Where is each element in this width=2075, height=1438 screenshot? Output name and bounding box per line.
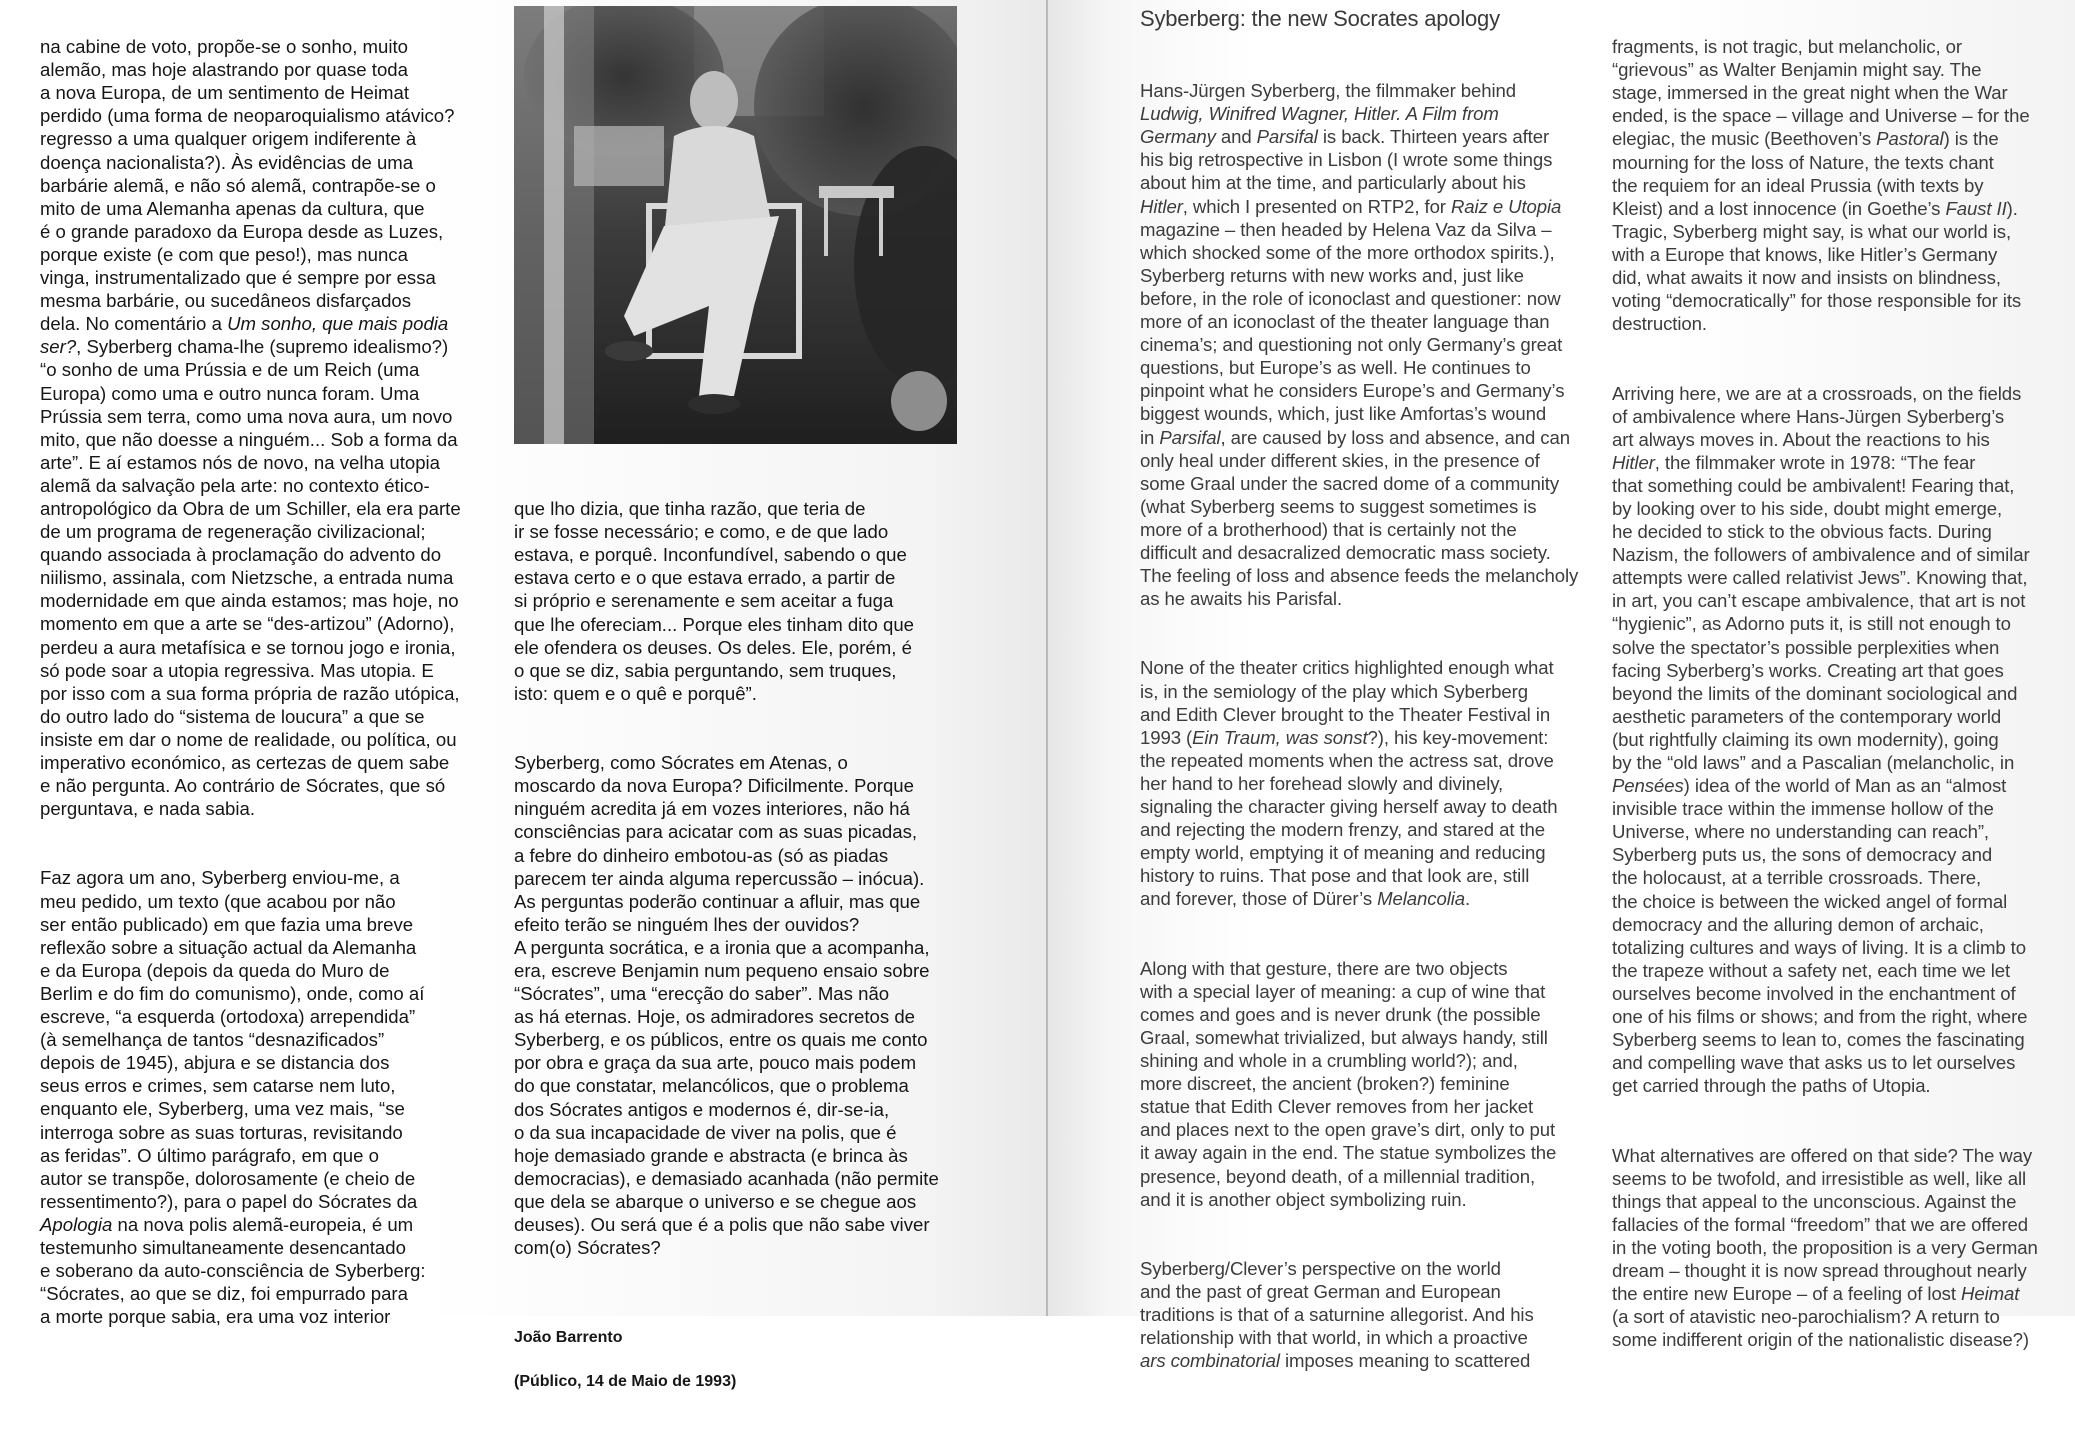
text-run: What alternatives are offered on that side? The way seems to be twofold, and irresistible as well, like all things that appeal to the unconscious. Against the fallacies of the formal “freedom” that we are offered in the voting booth, the proposition is a very German dream – thought it is now spread throughout nearly the entire new Europe – of a feeling of lost [1612,1144,2038,1305]
italic-title: Melancolia [1377,888,1466,910]
text-run: None of the theater critics highlighted enough what is, in the semiology of the play which Syberberg and Edith Clever brought to the Theater Festival in 1993 ( [1140,657,1554,748]
signature [514,1305,964,1415]
article-title: Syberberg: the new Socrates apology [1140,6,1500,31]
paragraph [1140,79,1595,610]
photo-image [514,6,957,444]
italic-title: Um sonho, que mais podia ser? [40,313,449,358]
italic-title: Apologia [40,1213,113,1235]
text-run: ) is the mourning for the loss of Nature, the texts chant the requiem for an ideal Prussia (with texts by Kleist) and a lost innocence (in Goethe’s [1612,128,1999,219]
source-citation: (Público, 14 de Maio de 1993) [514,1373,737,1391]
italic-title: Ein Traum, was sonst [1192,726,1368,748]
article-column-3 [1140,56,1595,1419]
text-run: Arriving here, we are at a crossroads, on the fields of ambivalence where Hans-Jürgen Syberberg’s art always moves in. About the reactions to his [1612,382,2022,450]
text-run: , which I presented on RTP2, for [1182,195,1451,217]
text-run: (a sort of atavistic neo-parochialism? A return to some indifferent origin of the nationalistic disease?) [1612,1306,2029,1351]
text-run: Syberberg/Clever’s perspective on the world and the past of great German and European traditions is that of a saturnine allegorist. And his relationship with that world, in which a proactive [1140,1257,1534,1349]
text-run: imposes meaning to scattered [1279,1350,1531,1372]
portrait-photo [514,6,957,444]
italic-title: Hitler [1140,195,1183,217]
italic-title: Pastoral [1876,128,1944,150]
text-run: na cabine de voto, propõe-se o sonho, muito alemão, mas hoje alastrando por quase toda a nova Europa, de um sentimento de Heimat perdido (uma forma de neoparoquialismo atávico? regresso a uma qualquer origem indiferente à doença nacionalista?). Às evidências de uma barbárie alemã, e não só alemã, contrapõe-se o mito de uma Alemanha apenas da cultura, que é o grande paradoxo da Europa desde as Luzes, porque existe (e com que peso!), mas nunca vinga, instrumentalizado que é sempre por essa mesma barbárie, ou sucedâneos disfarçados dela. No comentário a [40,36,455,335]
text-run: , the filmmaker wrote in 1978: “The fear that something could be ambivalent! Fearing that, by looking over to his side, doubt might emerge, he decided to stick to the obvious facts. During Nazism, the followers of ambivalence and of similar attempts were called relativist Jews”. Knowing that, in art, you can’t escape ambivalence, that art is not “hygienic”, as Adorno puts it, is still not enough to solve the spectator’s possible perplexities when facing Syberberg’s works. Creating art that goes beyond the limits of the dominant sociological and aesthetic parameters of the contemporary world (but rightfully claiming its own modernity), going by the “old laws” and a Pascalian (melancholic, in [1612,451,2030,773]
paragraph: Syberberg, como Sócrates em Atenas, o moscardo da nova Europa? Dificilmente. Porque ninguém acredita já em vozes interiores, não há consciências para acicatar com as suas picadas, a febre do dinheiro embotou-as (só as piadas parecem ter ainda alguma repercussão – inócua). As perguntas poderão continuar a afluir, mas que efeito terão se ninguém lhes der ouvidos? A pergunta socrática, e a ironia que a acompanha, era, escreve Benjamin num pequeno ensaio sobre “Sócrates”, uma “erecção do saber”. Mas não as há eternas. Hoje, os admiradores secretos de Syberberg, e os públicos, entre os quais me conto por obra e graça da sua arte, pouco mais podem do que constatar, melancólicos, que o problema dos Sócrates antigos e modernos é, dir-se-ia, o da sua incapacidade de viver na polis, que é hoje demasiado grande e abstracta (e brinca às democracias), e demasiado acanhada (não permite que dela se abarque o universo e se chegue aos deuses). Ou será que é a polis que não sabe viver com(o) Sócrates? [514,752,939,1259]
text-run: fragments, is not tragic, but melancholic, or “grievous” as Walter Benjamin might say. The stage, immersed in the great night when the War ended, is the space – village and Universe – for the elegiac, the music (Beethoven’s [1612,36,2030,150]
text-run: ). Tragic, Syberberg might say, is what our world is, with a Europe that knows, like Hitler’s Germany did, what awaits it now and insists on blindness, voting “democratically” for those responsible for its destruction. [1612,197,2022,335]
text-run: magazine – then headed by Helena Vaz da Silva – which shocked some of the more orthodox spirits.), Syberberg returns with new works and, just like before, in the role of iconoclast and questioner: now more of an iconoclast of the theater language than cinema’s; and questioning not only Germany’s great questions, but Europe’s as well. He continues to pinpoint what he considers Europe’s and Germany’s biggest wounds, which, just like Amfortas’s wound in [1140,218,1565,448]
text-run: , Syberberg chama-lhe (supremo idealismo?) “o sonho de uma Prússia e de um Reich (uma Europa) como uma e outro nunca foram. Uma Prússia sem terra, como uma nova aura, um novo mito, que não doesse a ninguém... Sob a forma da arte”. E aí estamos nós de novo, na velha utopia alemã da salvação pela arte: no contexto ético- antropológico da Obra de um Schiller, ela era parte de um programa de regeneração civilizacional; quando associada à proclamação do advento do niilismo, assinala, com Nietzsche, a entrada numa modernidade em que ainda estamos; mas hoje, no momento em que a arte se “des-artizou” (Adorno), perdeu a aura metafísica e se tornou jogo e ironia, só pode soar a utopia regressiva. Mas utopia. E por isso com a sua forma própria de razão utópica, do outro lado do “sistema de loucura” a que se insiste em dar o nome de realidade, ou política, ou imperativo económico, as certezas de quem sabe e não pergunta. Ao contrário de Sócrates, que só perguntava, e nada sabia. [40,336,461,820]
italic-title: Hitler [1612,451,1655,473]
paragraph [1612,35,2067,335]
text-run: , are caused by loss and absence, and can only heal under different skies, in the presence of some Graal under the sacred dome of a community (what Syberberg seems to suggest sometimes is more of a brotherhood) that is certainly not the difficult and desacralized democratic mass society. The feeling of loss and absence feeds the melancholy as he awaits his Parisfal. [1140,426,1579,610]
italic-title: Heimat [1961,1283,2020,1305]
paragraph [1612,1144,2067,1352]
paragraph [1140,656,1595,910]
italic-title: Pensées [1612,775,1684,797]
italic-title: ars combinatorial [1140,1350,1280,1372]
paragraph [40,35,490,820]
paragraph [40,866,490,1328]
paragraph: que lho dizia, que tinha razão, que teria de ir se fosse necessário; e como, e de que lado estava, e porquê. Inconfundível, sabendo o que estava certo e o que estava errado, a partir de si próprio e serenamente e sem aceitar a fuga que lhe ofereciam... Porque eles tinham dito que ele ofendera os deuses. Os deles. Ele, porém, é o que se diz, sabia perguntando, sem truques, isto: quem e o quê e porquê”. [514,498,915,704]
author-name: João Barrento [514,1329,623,1347]
paragraph [1612,382,2067,1098]
page-gutter [1046,0,1048,1316]
article-column-2 [514,474,964,1438]
text-run: . [1465,888,1471,910]
article-column-4 [1612,12,2067,1398]
italic-title: Parsifal [1159,426,1221,448]
italic-title: Parsifal [1256,126,1318,148]
text-run: ) idea of the world of Man as an “almost invisible trace within the immense hollow of the Universe, where no understanding can reach”, Syberberg puts us, the sons of democracy and the holocaust, at a terrible crossroads. There, the choice is between the wicked angel of formal democracy and the alluring demon of archaic, totalizing cultures and ways of living. It is a climb to the trapeze without a safety net, each time we let ourselves become involved in the enchantment of one of his films or shows; and from the right, where Syberberg seems to lean to, comes the fascinating and compelling wave that asks us to let ourselves get carried through the paths of Utopia. [1612,775,2028,1097]
text-run: and [1215,126,1257,148]
article-column-1 [40,12,490,1375]
italic-title: Ludwig, Winifred Wagner, Hitler. A Film from Germany [1140,103,1499,148]
text-run: ?), his key-movement: the repeated moments when the actress sat, drove her hand to her forehead slowly and divinely, signaling the character giving herself away to death and rejecting the modern frenzy, and stared at the empty world, emptying it of meaning and reducing history to ruins. That pose and that look are, still and forever, those of Dürer’s [1140,726,1558,910]
text-run: Faz agora um ano, Syberberg enviou-me, a meu pedido, um texto (que acabou por não ser então publicado) em que fazia uma breve reflexão sobre a situação actual da Alemanha e da Europa (depois da queda do Muro de Berlim e do fim do comunismo), onde, como aí escreve, “a esquerda (ortodoxa) arrependida” (à semelhança de tantos “desnazificados” depois de 1945), abjura e se distancia dos seus erros e crimes, sem catarse nem luto, enquanto ele, Syberberg, uma vez mais, “se interroga sobre as suas torturas, revisitando as feridas”. O último parágrafo, em que o autor se transpõe, dolorosamente (e cheio de ressentimento?), para o papel do Sócrates da [40,867,425,1212]
text-run: na nova polis alemã-europeia, é um testemunho simultaneamente desencantado e soberano da auto-consciência de Syberberg: “Sócrates, ao que se diz, foi empurrado para a morte porque sabia, era uma voz interior [40,1213,426,1328]
text-run: Hans-Jürgen Syberberg, the filmmaker behind [1140,80,1517,102]
text-run: is back. Thirteen years after his big retrospective in Lisbon (I wrote some things about him at the time, and particularly about his [1140,126,1553,194]
paragraph: Along with that gesture, there are two objects with a special layer of meaning: a cup of wine that comes and goes and is never drunk (the possible Graal, somewhat trivialized, but always handy, still shining and whole in a crumbling world?); and, more discreet, the ancient (broken?) feminine statue that Edith Clever removes from her jacket and places next to the open grave’s dirt, only to put it away again in the end. The statue symbolizes the presence, beyond death, of a millennial tradition, and it is another object symbolizing ruin. [1140,957,1557,1210]
italic-title: Raiz e Utopia [1450,195,1562,217]
italic-title: Faust II [1945,197,2007,219]
paragraph [1140,1257,1595,1372]
